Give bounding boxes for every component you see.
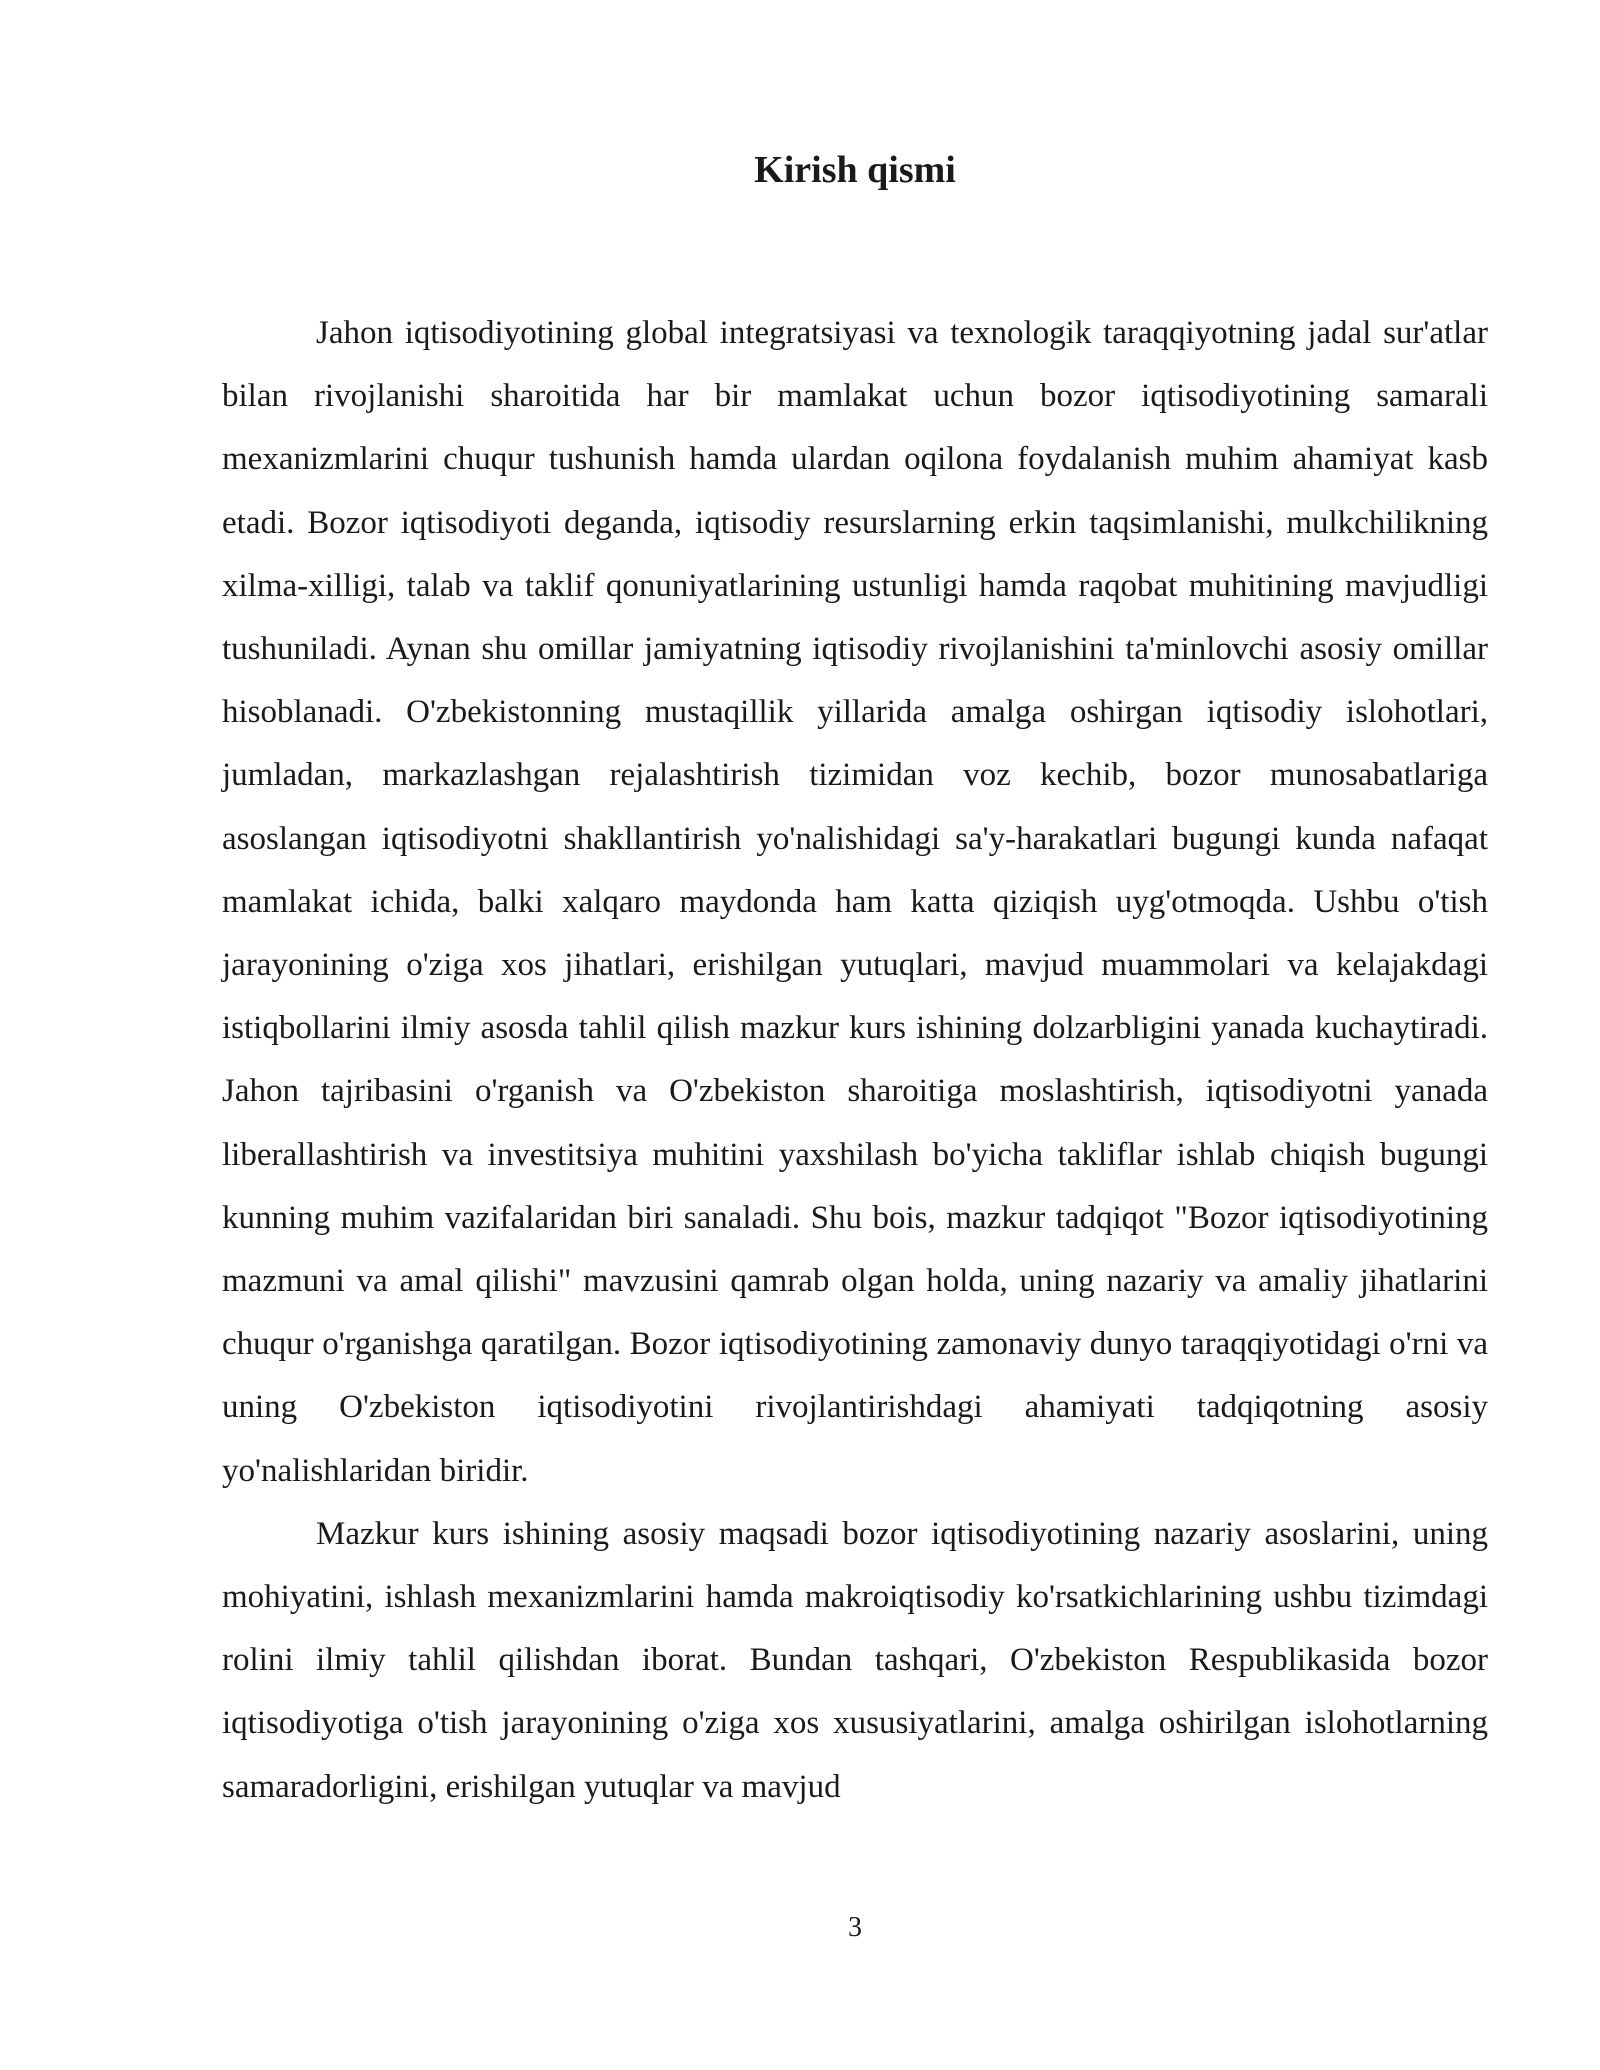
paragraph-introduction: Jahon iqtisodiyotining global integratsiyasi va texnologik taraqqiyotning jadal sur'atlar bilan rivojlanishi sharoitida har bir mamlakat uchun bozor iqtisodiyotining samarali mexanizmlarini chuqur tushunish hamda ulardan oqilona foydalanish muhim ahamiyat kasb etadi. Bozor iqtisodiyoti deganda, iqtisodiy resurslarning erkin taqsimlanishi, mulkchilikning xilma-xilligi, talab va taklif qonuniyatlarining ustunligi hamda raqobat muhitining mavjudligi tushuniladi. Aynan shu omillar jamiyatning iqtisodiy rivojlanishini ta'minlovchi asosiy omillar hisoblanadi. O'zbekistonning mustaqillik yillarida amalga oshirgan iqtisodiy islohotlari, jumladan, markazlashgan rejalashtirish tizimidan voz kechib, bozor munosabatlariga asoslangan iqtisodiyotni shakllantirish yo'nalishidagi sa'y-harakatlari bugungi kunda nafaqat mamlakat ichida, balki xalqaro maydonda ham katta qiziqish uyg'otmoqda. Ushbu o'tish jarayonining o'ziga xos jihatlari, erishilgan yutuqlari, mavjud muammolari va kelajakdagi istiqbollarini ilmiy asosda tahlil qilish mazkur kurs ishining dolzarbligini yanada kuchaytiradi. Jahon tajribasini o'rganish va O'zbekiston sharoitiga moslashtirish, iqtisodiyotni yanada liberallashtirish va investitsiya muhitini yaxshilash bo'yicha takliflar ishlab chiqish bugungi kunning muhim vazifalaridan biri sanaladi. Shu bois, mazkur tadqiqot "Bozor iqtisodiyotining mazmuni va amal qilishi" mavzusini qamrab olgan holda, uning nazariy va amaliy jihatlarini chuqur o'rganishga qaratilgan. Bozor iqtisodiyotining zamonaviy dunyo taraqqiyotidagi o'rni va uning O'zbekiston iqtisodiyotini rivojlantirishdagi ahamiyati tadqiqotning asosiy yo'nalishlaridan biridir. (222, 315, 1488, 1489)
page-title: Kirish qismi (754, 149, 956, 191)
paragraph-aim: Mazkur kurs ishining asosiy maqsadi bozor iqtisodiyotining nazariy asoslarini, uning mohiyatini, ishlash mexanizmlarini hamda makroiqtisodiy ko'rsatkichlarining ushbu tizimdagi rolini ilmiy tahlil qilishdan iborat. Bundan tashqari, O'zbekiston Respublikasida bozor iqtisodiyotiga o'tish jarayonining o'ziga xos xususiyatlarini, amalga oshirilgan islohotlarning samaradorligini, erishilgan yutuqlar va mavjud (222, 1515, 1488, 1805)
body-text (222, 302, 1488, 1819)
page-number: 3 (848, 1912, 862, 1943)
